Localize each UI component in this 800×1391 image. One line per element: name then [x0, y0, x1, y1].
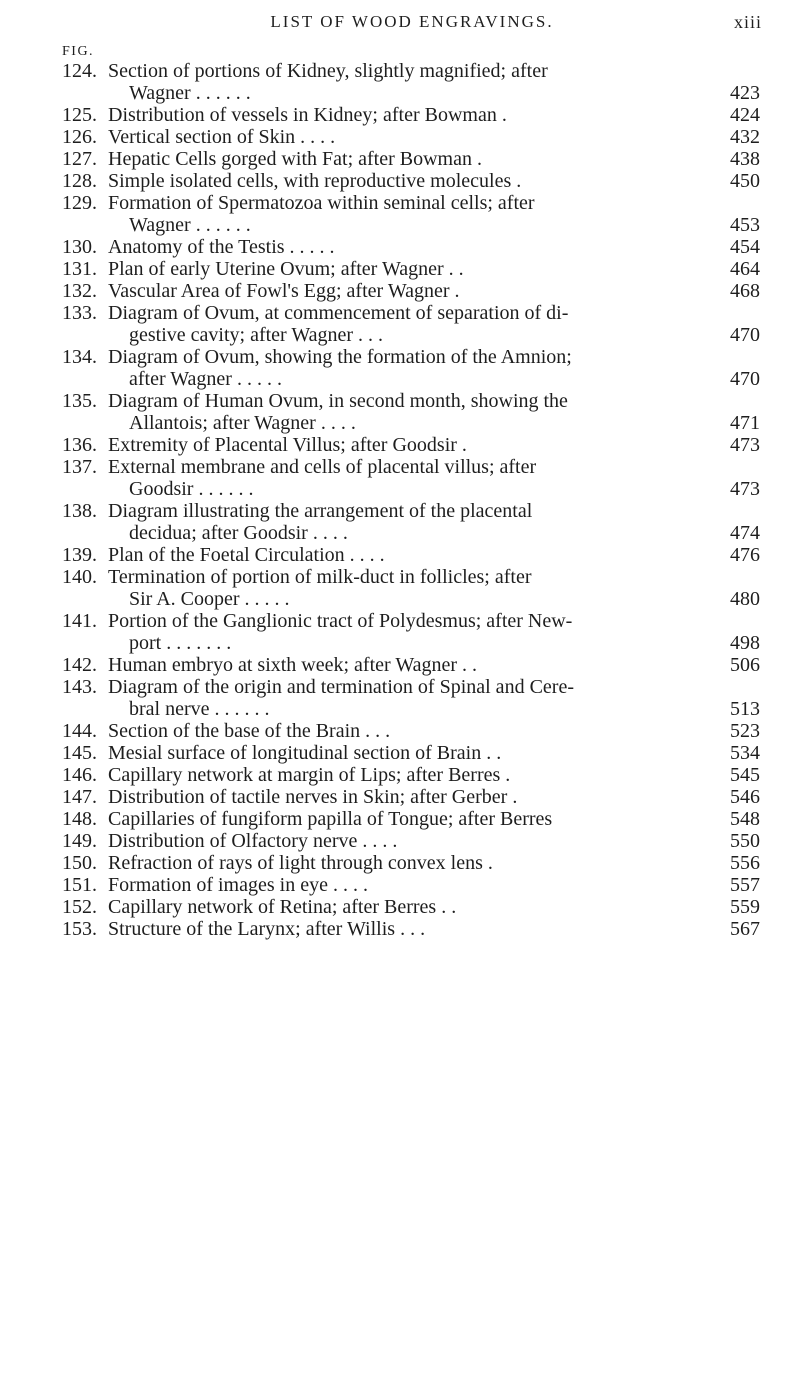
entry-title-line: Plan of early Uterine Ovum; after Wagner . . [108, 258, 464, 280]
entry-title [108, 434, 702, 456]
entry-page-number: 567 [730, 918, 760, 940]
list-item [62, 104, 760, 126]
entry-title [108, 676, 702, 720]
figure-number: 131. [62, 258, 97, 280]
entry-title [108, 830, 702, 852]
entry-page-number: 438 [730, 148, 760, 170]
entry-title-line: Plan of the Foetal Circulation . . . . [108, 544, 385, 566]
entry-title-line: Distribution of Olfactory nerve . . . . [108, 830, 398, 852]
figure-number: 134. [62, 346, 97, 368]
figure-number: 128. [62, 170, 97, 192]
entry-title [108, 852, 702, 874]
list-item [62, 610, 760, 654]
entry-title-line: Section of portions of Kidney, slightly magnified; after [108, 60, 548, 82]
entry-title-line: port . . . . . . . [129, 632, 232, 654]
entry-page-number: 523 [730, 720, 760, 742]
list-item [62, 302, 760, 346]
entry-page-number: 513 [730, 698, 760, 720]
list-item [62, 500, 760, 544]
entry-title-line: Anatomy of the Testis . . . . . [108, 236, 335, 258]
entry-title-line: Goodsir . . . . . . [129, 478, 254, 500]
entry-title [108, 104, 702, 126]
entry-title [108, 500, 702, 544]
figure-number: 139. [62, 544, 97, 566]
entry-title-line: Extremity of Placental Villus; after Goodsir . [108, 434, 467, 456]
figure-number: 141. [62, 610, 97, 632]
page-number: xiii [733, 12, 762, 32]
figure-number: 135. [62, 390, 97, 412]
entry-title [108, 918, 702, 940]
entry-page-number: 550 [730, 830, 760, 852]
entry-title-line: Diagram of the origin and termination of Spinal and Cere- [108, 676, 574, 698]
list-item [62, 390, 760, 434]
engravings-list [62, 60, 760, 940]
entry-title-line: Termination of portion of milk-duct in follicles; after [108, 566, 532, 588]
entry-title-line: decidua; after Goodsir . . . . [129, 522, 348, 544]
list-item [62, 280, 760, 302]
entry-page-number: 534 [730, 742, 760, 764]
entry-title [108, 764, 702, 786]
entry-title-line: Mesial surface of longitudinal section of Brain . . [108, 742, 502, 764]
list-item [62, 170, 760, 192]
page-header [62, 12, 762, 42]
entry-title-line: Capillaries of fungiform papilla of Tongue; after Berres [108, 808, 553, 830]
entry-title [108, 742, 702, 764]
list-item [62, 896, 760, 918]
figure-number: 124. [62, 60, 97, 82]
entry-page-number: 474 [730, 522, 760, 544]
list-item [62, 654, 760, 676]
entry-page-number: 559 [730, 896, 760, 918]
entry-page-number: 423 [730, 82, 760, 104]
entry-title-line: Capillary network at margin of Lips; after Berres . [108, 764, 511, 786]
figure-number: 143. [62, 676, 97, 698]
entry-title [108, 654, 702, 676]
entry-page-number: 473 [730, 478, 760, 500]
entry-page-number: 473 [730, 434, 760, 456]
entry-title-line: Capillary network of Retina; after Berres . . [108, 896, 457, 918]
entry-title-line: Wagner . . . . . . [129, 214, 251, 236]
entry-title [108, 610, 702, 654]
entry-title-line: Diagram of Ovum, showing the formation of the Amnion; [108, 346, 572, 368]
list-item [62, 456, 760, 500]
entry-page-number: 468 [730, 280, 760, 302]
list-item [62, 148, 760, 170]
entry-title [108, 170, 702, 192]
list-item [62, 918, 760, 940]
entry-title [108, 456, 702, 500]
entry-page-number: 450 [730, 170, 760, 192]
entry-title-line: Section of the base of the Brain . . . [108, 720, 391, 742]
entry-title [108, 808, 702, 830]
entry-title [108, 346, 702, 390]
entry-title-line: Portion of the Ganglionic tract of Polydesmus; after New- [108, 610, 573, 632]
list-item [62, 852, 760, 874]
entry-title [108, 236, 702, 258]
entry-title [108, 874, 702, 896]
list-item [62, 126, 760, 148]
list-item [62, 544, 760, 566]
entry-title [108, 302, 702, 346]
figure-number: 147. [62, 786, 97, 808]
entry-title-line: Formation of Spermatozoa within seminal cells; after [108, 192, 535, 214]
entry-title-line: Distribution of vessels in Kidney; after Bowman . [108, 104, 507, 126]
list-item [62, 346, 760, 390]
entry-title [108, 544, 702, 566]
figure-number: 133. [62, 302, 97, 324]
running-title: LIST OF WOOD ENGRAVINGS. [270, 12, 554, 31]
figure-number: 149. [62, 830, 97, 852]
entry-title-line: Human embryo at sixth week; after Wagner . . [108, 654, 478, 676]
figure-number: 150. [62, 852, 97, 874]
entry-page-number: 506 [730, 654, 760, 676]
entry-page-number: 480 [730, 588, 760, 610]
figure-number: 140. [62, 566, 97, 588]
list-item [62, 258, 760, 280]
figure-number: 144. [62, 720, 97, 742]
list-item [62, 192, 760, 236]
entry-title [108, 720, 702, 742]
entry-title [108, 896, 702, 918]
figure-number: 145. [62, 742, 97, 764]
entry-title [108, 258, 702, 280]
list-item [62, 434, 760, 456]
figure-number: 125. [62, 104, 97, 126]
entry-page-number: 545 [730, 764, 760, 786]
entry-title-line: Diagram illustrating the arrangement of the placental [108, 500, 533, 522]
entry-title [108, 390, 702, 434]
entry-page-number: 453 [730, 214, 760, 236]
entry-title-line: Sir A. Cooper . . . . . [129, 588, 290, 610]
entry-title [108, 786, 702, 808]
figure-number: 146. [62, 764, 97, 786]
entry-page-number: 476 [730, 544, 760, 566]
list-item [62, 786, 760, 808]
entry-title-line: Vertical section of Skin . . . . [108, 126, 336, 148]
entry-page-number: 546 [730, 786, 760, 808]
entry-title-line: Refraction of rays of light through convex lens . [108, 852, 493, 874]
list-item [62, 676, 760, 720]
entry-page-number: 464 [730, 258, 760, 280]
entry-title-line: after Wagner . . . . . [129, 368, 282, 390]
entry-page-number: 556 [730, 852, 760, 874]
figure-number: 142. [62, 654, 97, 676]
figure-number: 151. [62, 874, 97, 896]
entry-title-line: Diagram of Human Ovum, in second month, showing the [108, 390, 568, 412]
entry-page-number: 470 [730, 368, 760, 390]
entry-title-line: Hepatic Cells gorged with Fat; after Bowman . [108, 148, 482, 170]
figure-number: 129. [62, 192, 97, 214]
entry-title-line: Wagner . . . . . . [129, 82, 251, 104]
entry-page-number: 471 [730, 412, 760, 434]
entry-title [108, 148, 702, 170]
entry-page-number: 424 [730, 104, 760, 126]
entry-title [108, 60, 702, 104]
list-item [62, 874, 760, 896]
entry-title-line: Diagram of Ovum, at commencement of separation of di- [108, 302, 569, 324]
list-item [62, 764, 760, 786]
figure-number: 126. [62, 126, 97, 148]
entry-title-line: Distribution of tactile nerves in Skin; after Gerber . [108, 786, 518, 808]
entry-title-line: gestive cavity; after Wagner . . . [129, 324, 384, 346]
figure-number: 138. [62, 500, 97, 522]
list-item [62, 830, 760, 852]
list-item [62, 742, 760, 764]
entry-title-line: bral nerve . . . . . . [129, 698, 270, 720]
figure-number: 148. [62, 808, 97, 830]
entry-title [108, 126, 702, 148]
figure-number: 153. [62, 918, 97, 940]
entry-page-number: 432 [730, 126, 760, 148]
entry-page-number: 548 [730, 808, 760, 830]
entry-title [108, 192, 702, 236]
figure-number: 127. [62, 148, 97, 170]
list-item [62, 720, 760, 742]
entry-title-line: Vascular Area of Fowl's Egg; after Wagner . [108, 280, 460, 302]
figure-number: 152. [62, 896, 97, 918]
entry-title [108, 280, 702, 302]
list-item [62, 808, 760, 830]
entry-title-line: External membrane and cells of placental villus; after [108, 456, 537, 478]
entry-page-number: 470 [730, 324, 760, 346]
entry-page-number: 557 [730, 874, 760, 896]
list-item [62, 60, 760, 104]
fig-column-label: FIG. [62, 44, 95, 59]
entry-title-line: Simple isolated cells, with reproductive molecules . [108, 170, 522, 192]
entry-page-number: 454 [730, 236, 760, 258]
entry-page-number: 498 [730, 632, 760, 654]
figure-number: 137. [62, 456, 97, 478]
figure-number: 136. [62, 434, 97, 456]
list-item [62, 236, 760, 258]
entry-title-line: Structure of the Larynx; after Willis . . . [108, 918, 426, 940]
entry-title [108, 566, 702, 610]
entry-title-line: Allantois; after Wagner . . . . [129, 412, 356, 434]
list-item [62, 566, 760, 610]
figure-number: 130. [62, 236, 97, 258]
figure-number: 132. [62, 280, 97, 302]
entry-title-line: Formation of images in eye . . . . [108, 874, 368, 896]
